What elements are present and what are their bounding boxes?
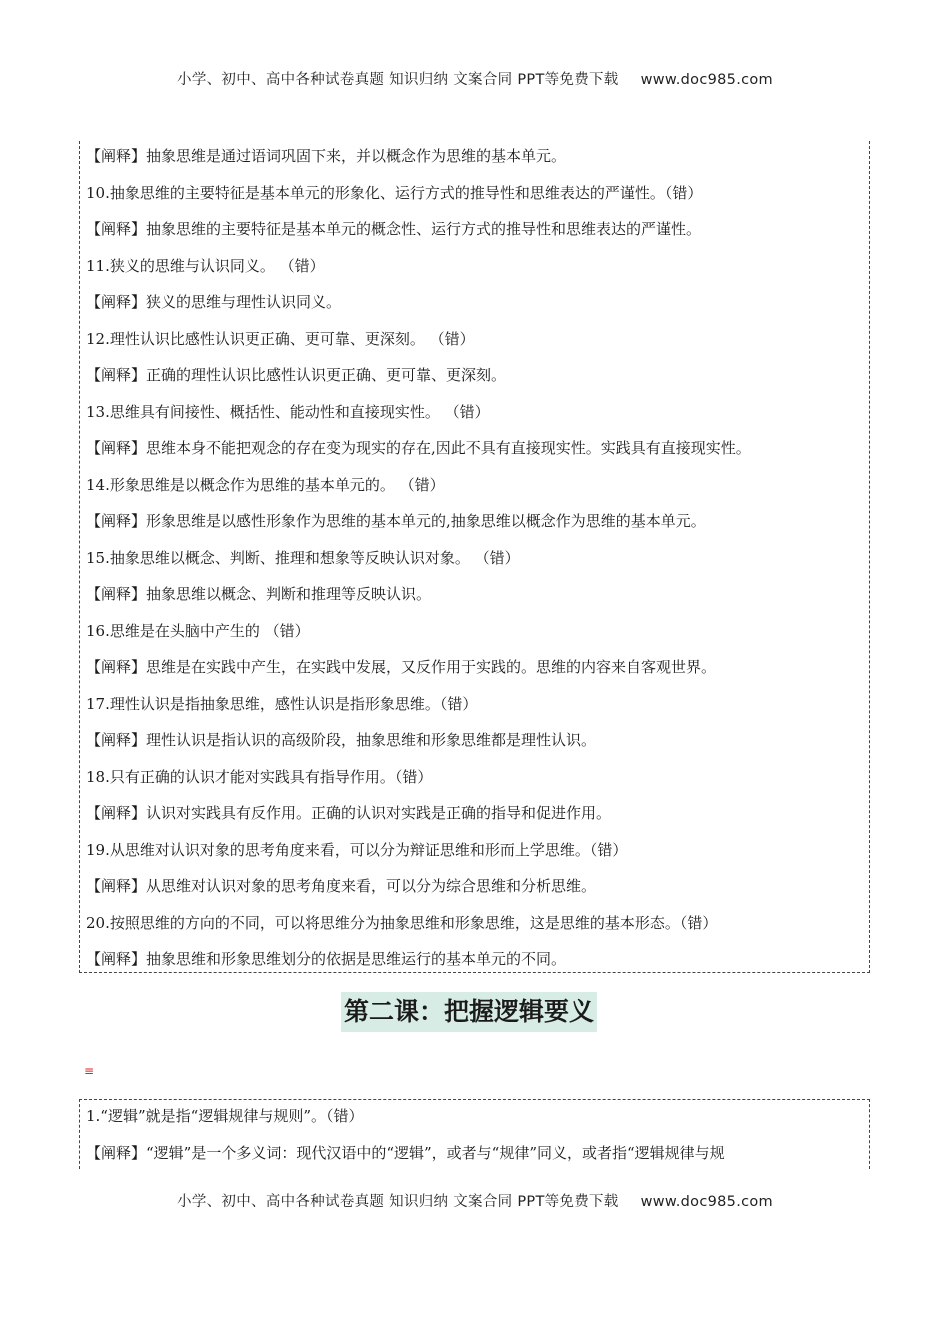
explanation-line: 【阐释】抽象思维以概念、判断和推理等反映认识。	[86, 585, 432, 603]
statement-line: 20.按照思维的方向的不同，可以将思维分为抽象思维和形象思维，这是思维的基本形态。（错）	[86, 914, 718, 932]
explanation-line: 【阐释】理性认识是指认识的高级阶段，抽象思维和形象思维都是理性认识。	[86, 731, 597, 749]
lesson-title: 第二课：把握逻辑要义	[341, 992, 597, 1032]
statement-line: 10.抽象思维的主要特征是基本单元的形象化、运行方式的推导性和思维表达的严谨性。（错）	[86, 184, 703, 202]
explanation-line: 【阐释】从思维对认识对象的思考角度来看，可以分为综合思维和分析思维。	[86, 877, 597, 895]
statement-line: 14.形象思维是以概念作为思维的基本单元的。 （错）	[86, 476, 445, 494]
statement-line: 19.从思维对认识对象的思考角度来看，可以分为辩证思维和形而上学思维。（错）	[86, 841, 628, 859]
statement-line: 1.“逻辑”就是指“逻辑规律与规则”。（错）	[86, 1107, 364, 1125]
explanation-line: 【阐释】抽象思维的主要特征是基本单元的概念性、运行方式的推导性和思维表达的严谨性。	[86, 220, 702, 238]
statement-line: 11.狭义的思维与认识同义。 （错）	[86, 257, 325, 275]
footer-text: 小学、初中、高中各种试卷真题 知识归纳 文案合同 PPT等免费下载	[177, 1194, 619, 1210]
page-header	[0, 68, 950, 89]
statement-line: 12.理性认识比感性认识更正确、更可靠、更深刻。 （错）	[86, 330, 475, 348]
explanation-line: 【阐释】形象思维是以感性形象作为思维的基本单元的,抽象思维以概念作为思维的基本单元。	[86, 512, 706, 530]
explanation-line: 【阐释】“逻辑”是一个多义词：现代汉语中的“逻辑”，或者与“规律”同义，或者指“逻辑规律与规	[86, 1144, 725, 1162]
explanation-line: 【阐释】狭义的思维与理性认识同义。	[86, 293, 342, 311]
statement-line: 16.思维是在头脑中产生的 （错）	[86, 622, 310, 640]
footer-url[interactable]: www.doc985.com	[640, 1194, 773, 1210]
explanation-line: 【阐释】抽象思维和形象思维划分的依据是思维运行的基本单元的不同。	[86, 950, 567, 968]
explanation-line: 【阐释】思维是在实践中产生，在实践中发展，又反作用于实践的。思维的内容来自客观世界。	[86, 658, 717, 676]
explanation-line: 【阐释】抽象思维是通过语词巩固下来，并以概念作为思维的基本单元。	[86, 147, 567, 165]
statement-line: 17.理性认识是指抽象思维，感性认识是指形象思维。（错）	[86, 695, 478, 713]
statement-line: 13.思维具有间接性、概括性、能动性和直接现实性。 （错）	[86, 403, 490, 421]
explanation-line: 【阐释】认识对实践具有反作用。正确的认识对实践是正确的指导和促进作用。	[86, 804, 612, 822]
page-footer	[0, 1190, 950, 1211]
anchor-mark: ≡	[84, 1064, 95, 1078]
header-url[interactable]: www.doc985.com	[640, 72, 773, 88]
explanation-line: 【阐释】思维本身不能把观念的存在变为现实的存在,因此不具有直接现实性。实践具有直接现实性。	[86, 439, 751, 457]
statement-line: 18.只有正确的认识才能对实践具有指导作用。（错）	[86, 768, 433, 786]
explanation-line: 【阐释】正确的理性认识比感性认识更正确、更可靠、更深刻。	[86, 366, 507, 384]
header-text: 小学、初中、高中各种试卷真题 知识归纳 文案合同 PPT等免费下载	[177, 72, 619, 88]
statement-line: 15.抽象思维以概念、判断、推理和想象等反映认识对象。 （错）	[86, 549, 520, 567]
